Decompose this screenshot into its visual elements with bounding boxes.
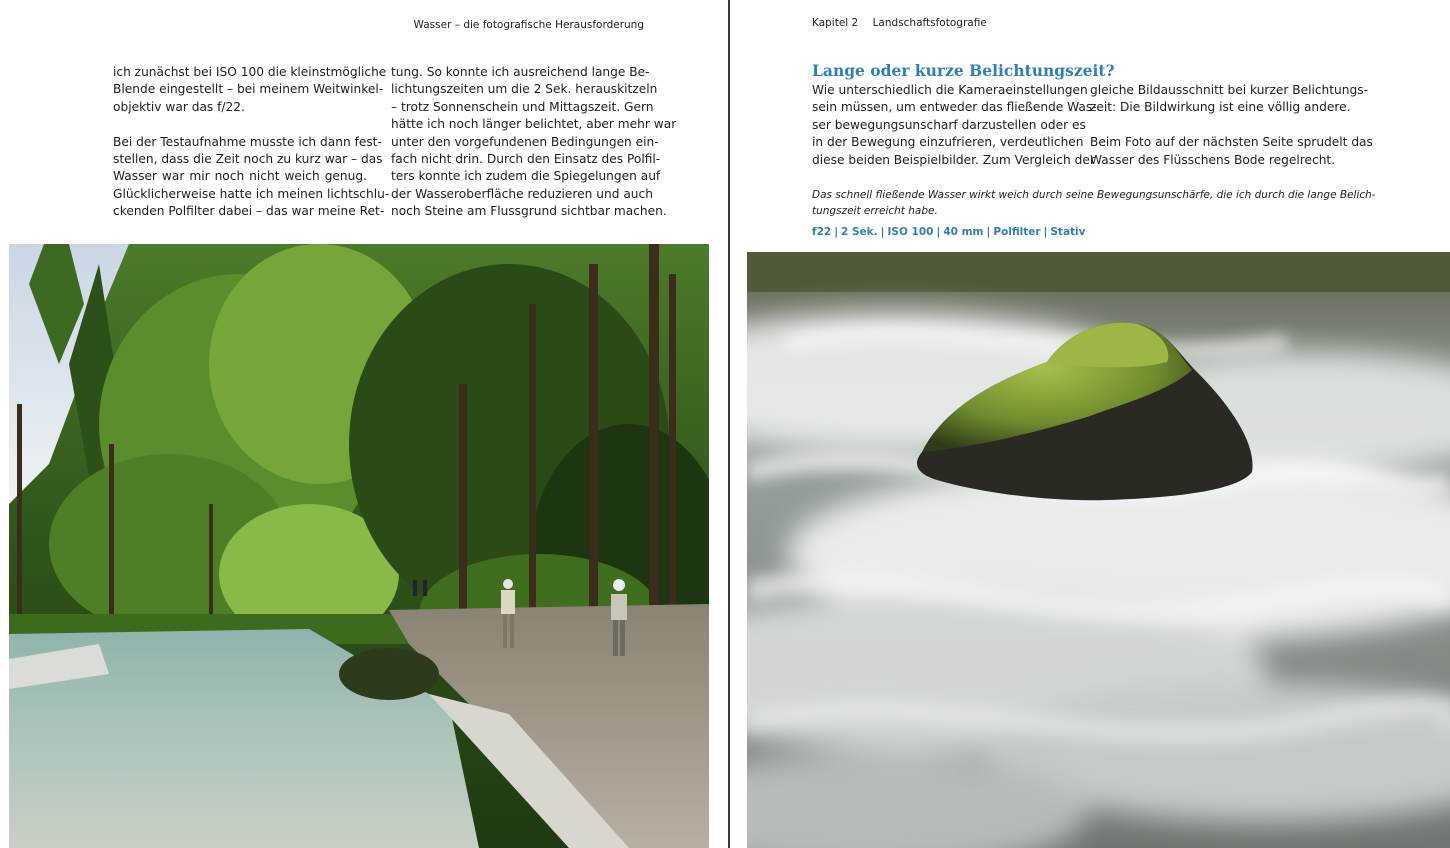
- text-line: ser bewegungsunscharf darzustellen oder es: [812, 117, 1086, 132]
- paragraph: [812, 82, 1097, 169]
- chapter-title: Landschaftsfotografie: [872, 17, 987, 29]
- text-line: lichtungszeiten um die 2 Sek. herauskitzeln: [391, 82, 658, 97]
- text-line: Wasser war mir noch nicht weich genug.: [113, 169, 367, 184]
- text-line: in der Bewegung einzufrieren, verdeutlichen: [812, 135, 1084, 150]
- exif-separator: |: [936, 226, 941, 238]
- text-line: Bei der Testaufnahme musste ich dann fest-: [113, 134, 382, 149]
- text-line: tung. So konnte ich ausreichend lange Be-: [391, 65, 650, 79]
- text-line: Glücklicherweise hatte ich meinen lichtschlu-: [113, 186, 390, 201]
- left-text-column-2: [391, 64, 677, 221]
- exif-separator: |: [986, 226, 991, 238]
- left-text-column-1: [113, 64, 390, 221]
- text-line: diese beiden Beispielbilder. Zum Vergleich der: [812, 152, 1095, 167]
- paragraph: [1090, 134, 1373, 169]
- right-page: [731, 0, 1450, 848]
- exif-separator: |: [1043, 226, 1048, 238]
- text-line: zeit: Die Bildwirkung ist eine völlig andere.: [1090, 100, 1351, 115]
- paragraph: [113, 64, 387, 116]
- forest-trail-photo: [9, 244, 709, 848]
- text-line: objektiv war das f/22.: [113, 99, 245, 114]
- text-line: hätte ich noch länger belichtet, aber mehr war: [391, 117, 677, 132]
- exif-separator: |: [834, 226, 839, 238]
- text-line: ckenden Polfilter dabei – das war meine Ret-: [113, 204, 385, 219]
- text-line: stellen, dass die Zeit noch zu kurz war – das: [113, 152, 383, 167]
- text-line: noch Steine am Flussgrund sichtbar machen.: [391, 204, 667, 219]
- exposure-settings: [812, 226, 1086, 238]
- running-head-left: Wasser – die fotografische Herausforderung: [413, 19, 644, 31]
- paragraph: [1090, 82, 1368, 117]
- text-line: unter den vorgefundenen Bedingungen ein-: [391, 134, 659, 149]
- text-line: ters konnte ich zudem die Spiegelungen auf: [391, 169, 661, 184]
- text-line: Beim Foto auf der nächsten Seite sprudelt das: [1090, 135, 1373, 150]
- exif-shutter: 2 Sek.: [841, 226, 878, 238]
- exif-separator: |: [880, 226, 885, 238]
- caption-line: tungszeit erreicht habe.: [812, 205, 938, 217]
- section-heading: Lange oder kurze Belichtungszeit?: [812, 61, 1115, 80]
- exif-focal-length: 40 mm: [943, 226, 984, 238]
- paragraph: [113, 134, 390, 221]
- exif-iso: ISO 100: [887, 226, 934, 238]
- exif-support: Stativ: [1050, 226, 1086, 238]
- photo-caption: [812, 187, 1376, 219]
- text-line: fach nicht drin. Durch den Einsatz des Polfil-: [391, 152, 661, 167]
- caption-line: Das schnell fließende Wasser wirkt weich durch seine Bewegungsunschärfe, die ich durch die lange Belich-: [812, 189, 1376, 201]
- paragraph: [391, 64, 677, 221]
- text-line: Wasser des Flüsschens Bode regelrecht.: [1090, 152, 1336, 167]
- text-line: sein müssen, um entweder das fließende Was-: [812, 100, 1097, 115]
- right-text-column-2: [1090, 82, 1373, 169]
- text-line: gleiche Bildausschnitt bei kurzer Belichtungs-: [1090, 83, 1368, 97]
- gutter-divider: [728, 0, 730, 848]
- running-head-right: [812, 17, 987, 29]
- text-line: der Wasseroberfläche reduzieren und auch: [391, 186, 653, 201]
- text-line: Wie unterschiedlich die Kameraeinstellungen: [812, 83, 1088, 97]
- text-line: Blende eingestellt – bei meinem Weitwinkel-: [113, 82, 384, 97]
- exif-filter: Polfilter: [993, 226, 1041, 238]
- right-text-column-1: [812, 82, 1097, 169]
- text-line: – trotz Sonnenschein und Mittagszeit. Gern: [391, 99, 654, 114]
- exif-aperture: f22: [812, 226, 832, 238]
- mossy-rock-stream-photo: [747, 252, 1450, 848]
- chapter-number: Kapitel 2: [812, 17, 859, 29]
- text-line: ich zunächst bei ISO 100 die kleinstmögliche: [113, 65, 387, 79]
